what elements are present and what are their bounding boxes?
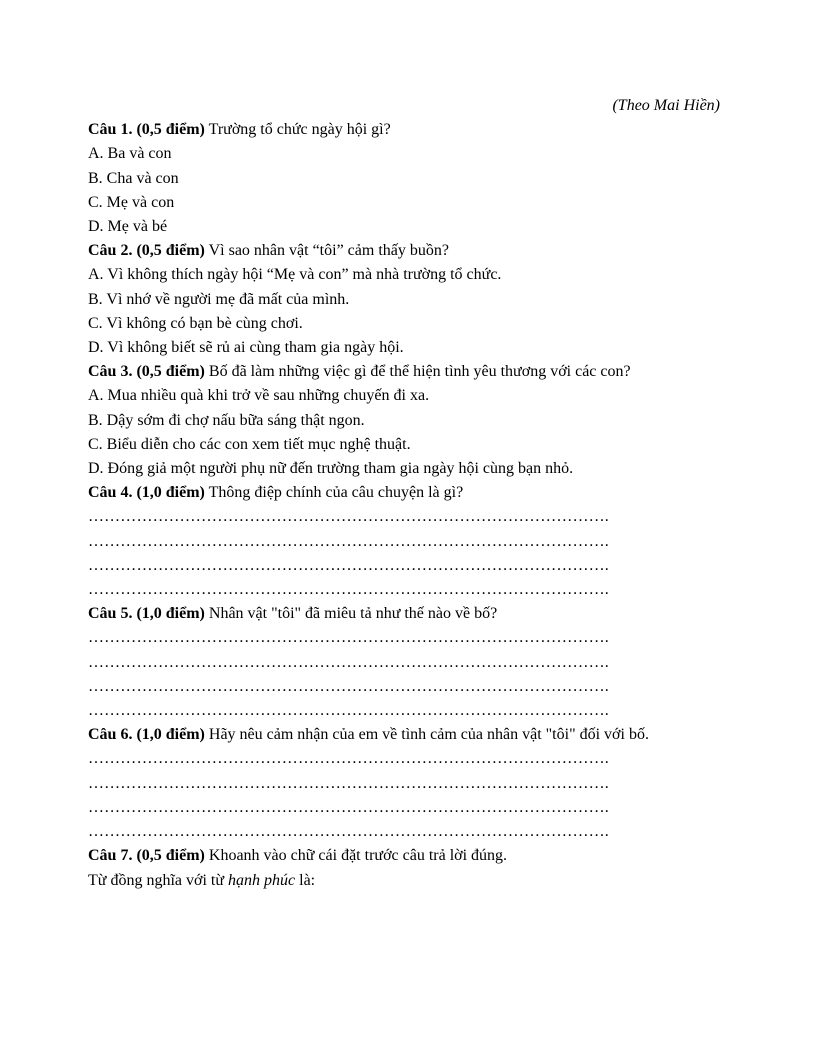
question-6 — [88, 723, 720, 747]
answer-line[interactable]: ……………………………………………………………………………………. — [88, 532, 609, 550]
answer-line[interactable]: ……………………………………………………………………………………. — [88, 556, 609, 574]
question-4-label: Câu 4. (1,0 điểm) — [88, 484, 205, 502]
question-3 — [88, 360, 720, 384]
question-1-label: Câu 1. (0,5 điểm) — [88, 121, 205, 139]
question-5-text: Nhân vật "tôi" đã miêu tả như thế nào về bố? — [204, 605, 498, 623]
question-2 — [88, 239, 720, 263]
question-7-stem-start: Từ đồng nghĩa với từ — [88, 871, 229, 889]
question-5-label: Câu 5. (1,0 điểm) — [88, 605, 205, 623]
question-3-text: Bố đã làm những việc gì để thể hiện tình yêu thương với các con? — [204, 363, 631, 381]
answer-line[interactable]: ……………………………………………………………………………………. — [88, 823, 609, 841]
question-2-option-a[interactable]: A. Vì không thích ngày hội “Mẹ và con” mà nhà trường tổ chức. — [88, 266, 502, 284]
question-1-text: Trường tổ chức ngày hội gì? — [204, 121, 391, 139]
document-page — [88, 94, 720, 893]
question-7-stem-keyword: hạnh phúc — [228, 871, 296, 889]
question-6-label: Câu 6. (1,0 điểm) — [88, 726, 205, 744]
answer-line[interactable]: ……………………………………………………………………………………. — [88, 508, 609, 526]
question-7-stem-end: là: — [295, 871, 316, 889]
question-3-option-c[interactable]: C. Biểu diễn cho các con xem tiết mục nghệ thuật. — [88, 435, 411, 453]
answer-line[interactable]: ……………………………………………………………………………………. — [88, 774, 609, 792]
question-4 — [88, 481, 720, 505]
answer-line[interactable]: ……………………………………………………………………………………. — [88, 653, 609, 671]
question-2-text: Vì sao nhân vật “tôi” cảm thấy buồn? — [204, 242, 449, 260]
question-2-label: Câu 2. (0,5 điểm) — [88, 242, 205, 260]
answer-line[interactable]: ……………………………………………………………………………………. — [88, 677, 609, 695]
question-7-label: Câu 7. (0,5 điểm) — [88, 847, 205, 865]
source-attribution: (Theo Mai Hiền) — [612, 97, 720, 114]
question-3-label: Câu 3. (0,5 điểm) — [88, 363, 205, 381]
question-7-stem — [88, 869, 720, 893]
question-6-text: Hãy nêu cảm nhận của em về tình cảm của nhân vật "tôi" đối với bố. — [204, 726, 649, 744]
answer-line[interactable]: ……………………………………………………………………………………. — [88, 702, 609, 720]
question-1-option-a[interactable]: A. Ba và con — [88, 145, 172, 163]
question-3-option-a[interactable]: A. Mua nhiều quà khi trở về sau những chuyến đi xa. — [88, 387, 430, 405]
answer-line[interactable]: ……………………………………………………………………………………. — [88, 750, 609, 768]
answer-line[interactable]: ……………………………………………………………………………………. — [88, 798, 609, 816]
question-7 — [88, 844, 720, 868]
question-2-option-c[interactable]: C. Vì không có bạn bè cùng chơi. — [88, 314, 303, 332]
answer-line[interactable]: ……………………………………………………………………………………. — [88, 629, 609, 647]
question-2-option-b[interactable]: B. Vì nhớ về người mẹ đã mất của mình. — [88, 290, 350, 308]
question-5 — [88, 602, 720, 626]
question-3-option-b[interactable]: B. Dậy sớm đi chợ nấu bữa sáng thật ngon. — [88, 411, 365, 429]
question-1-option-b[interactable]: B. Cha và con — [88, 169, 179, 187]
question-4-text: Thông điệp chính của câu chuyện là gì? — [204, 484, 464, 502]
answer-line[interactable]: ……………………………………………………………………………………. — [88, 581, 609, 599]
question-7-text: Khoanh vào chữ cái đặt trước câu trả lời đúng. — [204, 847, 508, 865]
question-2-option-d[interactable]: D. Vì không biết sẽ rủ ai cùng tham gia ngày hội. — [88, 339, 404, 357]
question-1-option-d[interactable]: D. Mẹ và bé — [88, 218, 168, 236]
question-1 — [88, 118, 720, 142]
question-1-option-c[interactable]: C. Mẹ và con — [88, 193, 175, 211]
question-3-option-d[interactable]: D. Đóng giả một người phụ nữ đến trường tham gia ngày hội cùng bạn nhỏ. — [88, 460, 574, 478]
